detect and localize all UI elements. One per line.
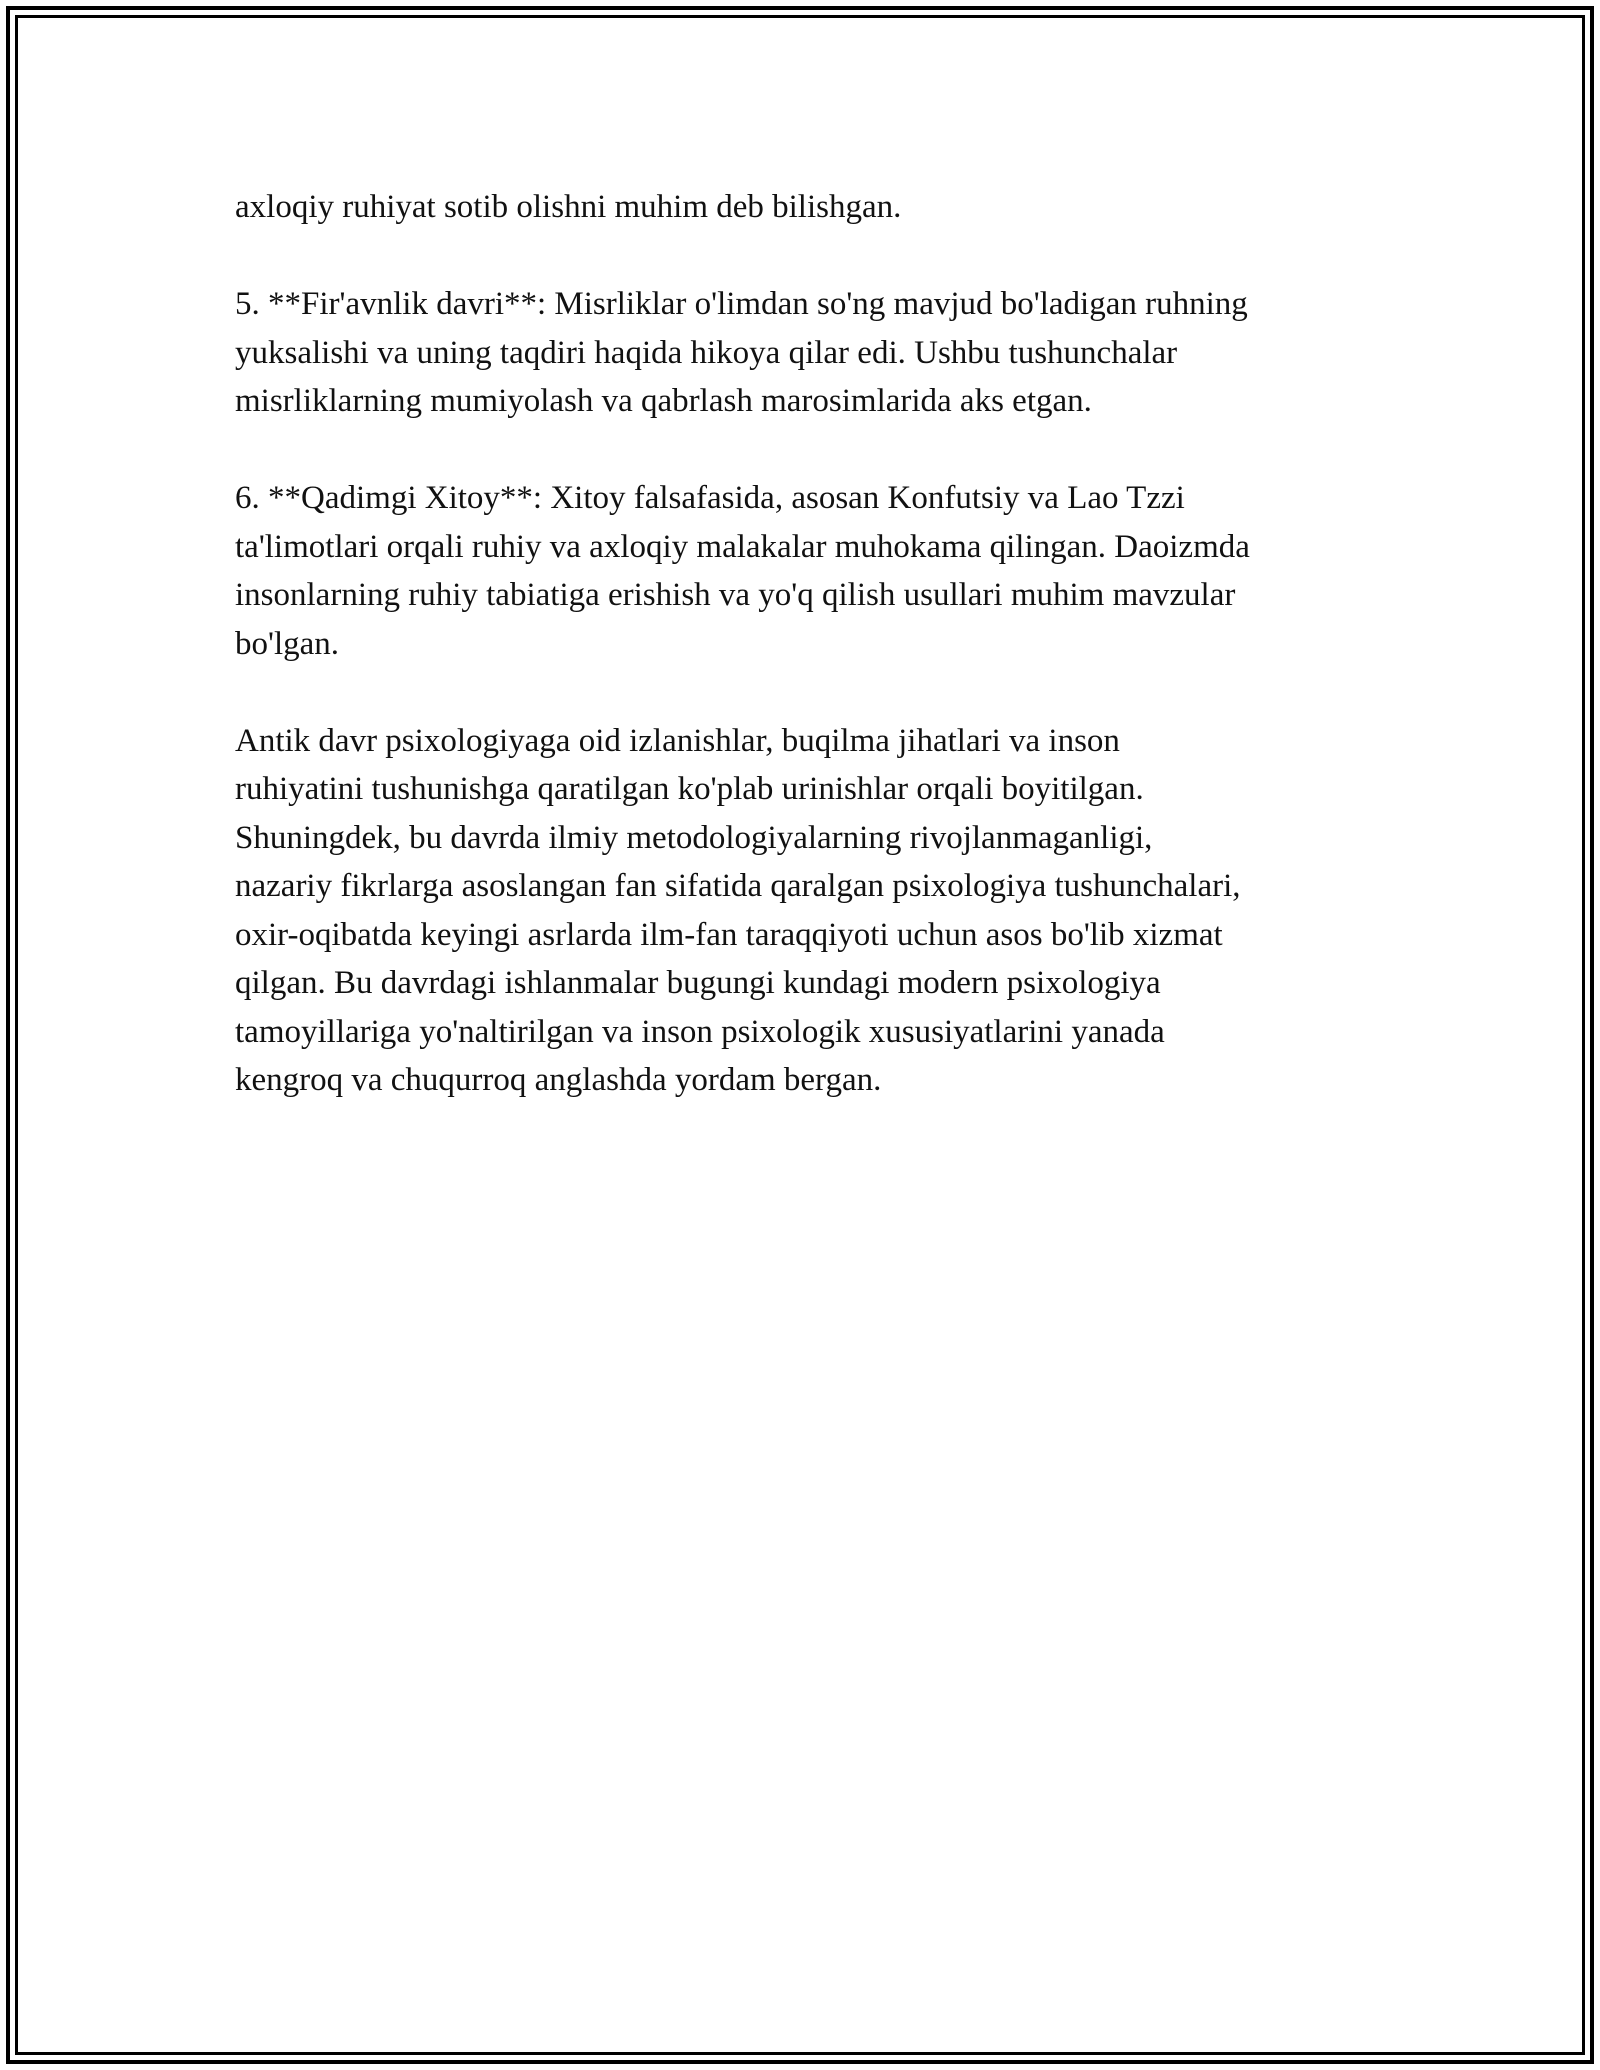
text-line: nazariy fikrlarga asoslangan fan sifatida qaralgan psixologiya tushunchalari, (235, 868, 1241, 904)
document-body (235, 183, 1385, 1153)
text-line: 5. **Fir'avnlik davri**: Misrliklar o'limdan so'ng mavjud bo'ladigan ruhning (235, 286, 1248, 322)
text-line: qilgan. Bu davrdagi ishlanmalar bugungi kundagi modern psixologiya (235, 965, 1161, 1001)
text-line: axloqiy ruhiyat sotib olishni muhim deb bilishgan. (235, 189, 902, 225)
text-line: ta'limotlari orqali ruhiy va axloqiy malakalar muhokama qilingan. Daoizmda (235, 528, 1250, 565)
text-line: insonlarning ruhiy tabiatiga erishish va yo'q qilish usullari muhim mavzular (235, 577, 1236, 613)
paragraph-continuation (235, 183, 1385, 232)
paragraph-item-5-firavnlik-davri (235, 280, 1385, 426)
text-line: Shuningdek, bu davrda ilmiy metodologiyalarning rivojlanmaganligi, (235, 819, 1153, 856)
text-line: yuksalishi va uning taqdiri haqida hikoya qilar edi. Ushbu tushunchalar (235, 334, 1178, 371)
text-line: ruhiyatini tushunishga qaratilgan ko'plab urinishlar orqali boyitilgan. (235, 771, 1144, 807)
paragraph-conclusion (235, 717, 1385, 1105)
text-line: bo'lgan. (235, 625, 340, 662)
text-line: misrliklarning mumiyolash va qabrlash marosimlarida aks etgan. (235, 383, 1092, 419)
text-line: tamoyillariga yo'naltirilgan va inson psixologik xususiyatlarini yanada (235, 1013, 1165, 1050)
text-line: Antik davr psixologiyaga oid izlanishlar, buqilma jihatlari va inson (235, 722, 1120, 759)
text-line: oxir-oqibatda keyingi asrlarda ilm-fan taraqqiyoti uchun asos bo'lib xizmat (235, 916, 1223, 953)
text-line: kengroq va chuqurroq anglashda yordam bergan. (235, 1062, 882, 1098)
text-line: 6. **Qadimgi Xitoy**: Xitoy falsafasida, asosan Konfutsiy va Lao Tzzi (235, 480, 1185, 516)
paragraph-item-6-qadimgi-xitoy (235, 474, 1385, 668)
